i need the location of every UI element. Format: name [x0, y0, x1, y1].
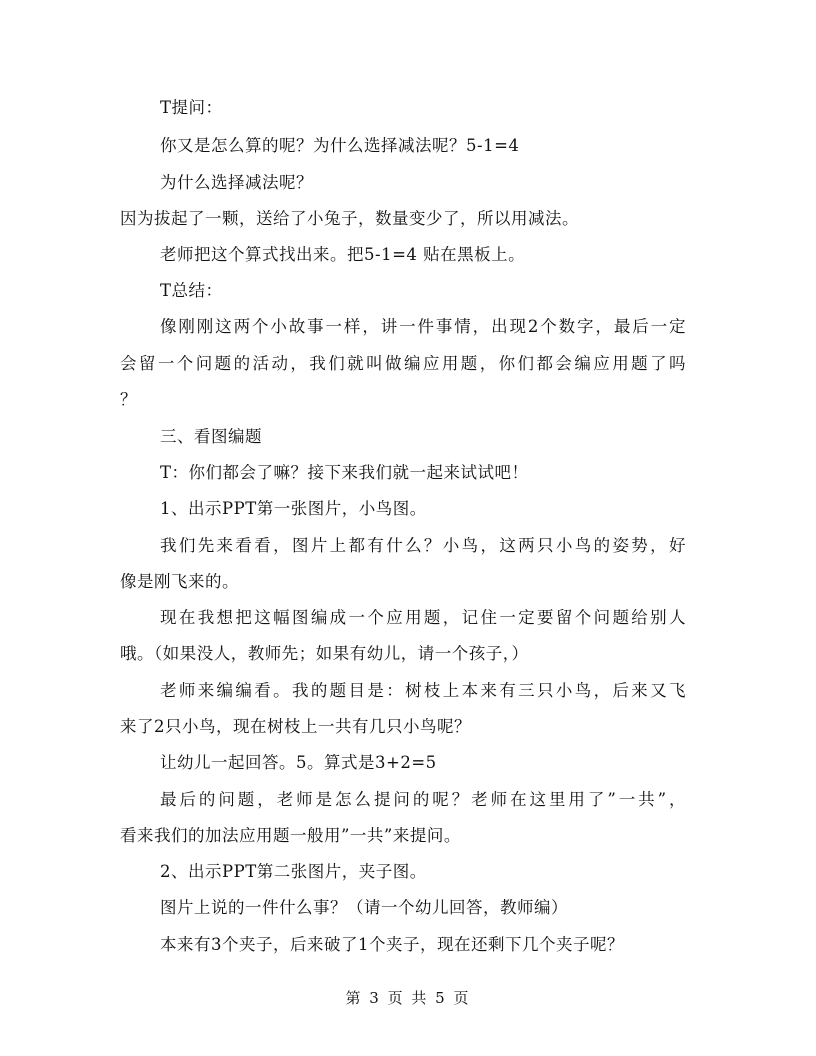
text-line: 1、出示PPT第一张图片，小鸟图。 — [160, 499, 427, 518]
text-line: 因为拔起了一颗，送给了小兔子，数量变少了，所以用减法。 — [120, 209, 579, 228]
text-line: 老师把这个算式找出来。把5-1=4 贴在黑板上。 — [160, 245, 526, 264]
text-line: 2、出示PPT第二张图片，夹子图。 — [160, 862, 427, 881]
text-line: 为什么选择减法呢？ — [160, 173, 313, 192]
text-line: 你又是怎么算的呢？为什么选择减法呢？5-1=4 — [160, 136, 520, 155]
text-line: 哦。（如果没人，教师先；如果有幼儿，请一个孩子，） — [120, 644, 529, 663]
text-line: 看来我们的加法应用题一般用”一共”来提问。 — [120, 826, 461, 845]
text-line: ？ — [120, 390, 137, 409]
text-line: 本来有3个夹子，后来破了1个夹子，现在还剩下几个夹子呢？ — [160, 935, 624, 954]
text-line: 让幼儿一起回答。5。算式是3+2=5 — [160, 753, 437, 772]
section-heading: 三、看图编题 — [160, 427, 262, 446]
text-line: 最后的问题，老师是怎么提问的呢？老师在这里用了”一共”， — [160, 790, 686, 809]
text-line: 像是刚飞来的。 — [120, 572, 239, 591]
text-line: 会留一个问题的活动，我们就叫做编应用题，你们都会编应用题了吗 — [120, 354, 686, 373]
text-line: T：你们都会了嘛？接下来我们就一起来试试吧！ — [160, 463, 529, 482]
page-number-footer: 第 3 页 共 5 页 — [345, 989, 471, 1007]
text-line: T提问： — [160, 98, 223, 117]
text-line: T总结： — [160, 281, 223, 300]
text-line: 像刚刚这两个小故事一样，讲一件事情，出现2个数字，最后一定 — [160, 317, 686, 336]
text-line: 我们先来看看，图片上都有什么？小鸟，这两只小鸟的姿势，好 — [160, 536, 686, 555]
text-line: 来了2只小鸟，现在树枝上一共有几只小鸟呢？ — [120, 717, 471, 736]
text-line: 老师来编编看。我的题目是：树枝上本来有三只小鸟，后来又飞 — [160, 681, 686, 700]
text-line: 现在我想把这幅图编成一个应用题，记住一定要留个问题给别人 — [160, 608, 686, 627]
text-line: 图片上说的一件什么事？（请一个幼儿回答，教师编） — [160, 898, 568, 917]
